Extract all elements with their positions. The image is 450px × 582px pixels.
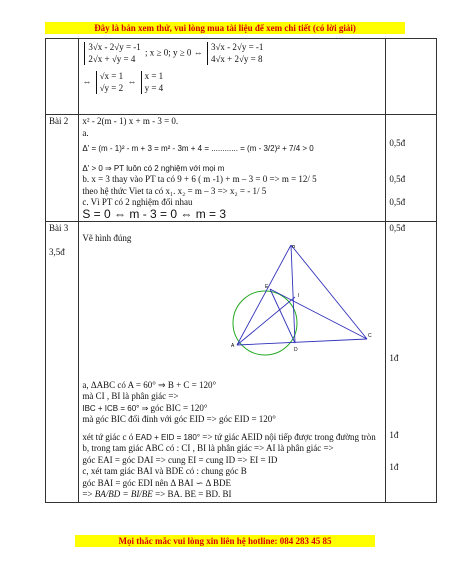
preview-banner: Đây là bản xem thử, vui lòng mua tài liệu để xem chi tiết (có lời giải)	[45, 22, 405, 34]
point-label-e: E	[265, 283, 269, 290]
system-1: 3√x - 2√y = -1 2√x + √y = 4	[84, 42, 140, 65]
score: 1đ	[389, 430, 399, 440]
point-label-d: D	[294, 346, 298, 353]
bai3-solution: Vẽ hình đúng B E I A D C a, ΔABC có A = 60° ⇒ B + C = 120° mà CI , BI là phân giác => IBC + ICB = 60° ⇒ góc BIC = 120° mà góc BIC đối đỉnh với góc EID => góc EID = 120° xét tứ giác c ó EAD + EID = 180° => tứ giác AEID nội tiếp được trong đường tròn b, trong tam giác ABC có : CI , BI là phân giác => AI là phân giác => góc EAI = góc DAI => cung EI = cung ID => EI = ID c, xét tam giác BAI và BDE có : chung góc B góc BAI = góc EDI nên Δ BAI ∽ Δ BDE => BA/BD = BI/BE => BA. BE = BD. BI	[79, 222, 386, 503]
point-label-i: I	[298, 292, 300, 299]
geometry-figure	[82, 245, 382, 370]
score: 0,5đ	[389, 173, 406, 184]
point-label-b: B	[292, 244, 296, 250]
discriminant-formula: Δ' = (m - 1)² - m + 3 = m² - 3m + 4 = ............ = (m - 3/2)² + 7/4 > 0	[82, 144, 314, 153]
table-row-bai3	[46, 222, 437, 503]
table-row	[46, 39, 437, 115]
point-label-a: A	[231, 342, 235, 349]
system-4: x = 1 y = 4	[141, 71, 164, 94]
circle-aeid	[233, 291, 300, 355]
score: 0,5đ	[389, 197, 406, 207]
triangle-lines	[237, 245, 367, 345]
problem-label: Bài 2	[46, 115, 79, 222]
hotline-banner: Mọi thắc mắc vui lòng xin liên hệ hotline: 084 283 45 85	[75, 535, 375, 547]
table-row-bai2	[46, 115, 437, 222]
bai2-solution: x² - 2(m - 1) x + m - 3 = 0. a. Δ' = (m - 1)² - m + 3 = m² - 3m + 4 = ............ = (m - 3/2)² + 7/4 > 0 Δ' > 0 ⇒ PT luôn có 2 nghiệm với mọi m b. x = 3 thay vào PT ta có 9 + 6 ( m -1) + m – 3 = 0 => m = 12/ 5 theo hệ thức Viet ta có x₁. x₂ = m – 3 => x₂ = - 1/ 5 c. Vì PT có 2 nghiệm đối nhau S = 0 ⇔ m - 3 = 0 ⇔ m = 3	[79, 115, 386, 222]
score: 1đ	[389, 461, 399, 472]
score: 1đ	[389, 352, 399, 363]
problem-points: 3,5đ	[49, 246, 65, 257]
system-solution: 3√x - 2√y = -1 2√x + √y = 4 ; x ≥ 0; y ≥ 0 ⇔ 3√x - 2√y = -1 4√x + 2√y = 8 ⇔ √x = 1 √y = 2 ⇔ x = 1 y = 4	[79, 39, 386, 115]
point-label-c: C	[368, 332, 372, 339]
system-2: 3√x - 2√y = -1 4√x + 2√y = 8	[207, 42, 263, 65]
problem-label: Bài 3	[49, 223, 69, 233]
solution-table	[45, 38, 437, 503]
system-3: √x = 1 √y = 2	[96, 71, 124, 94]
score: 0,5đ	[389, 138, 406, 148]
score: 0,5đ	[389, 223, 406, 233]
